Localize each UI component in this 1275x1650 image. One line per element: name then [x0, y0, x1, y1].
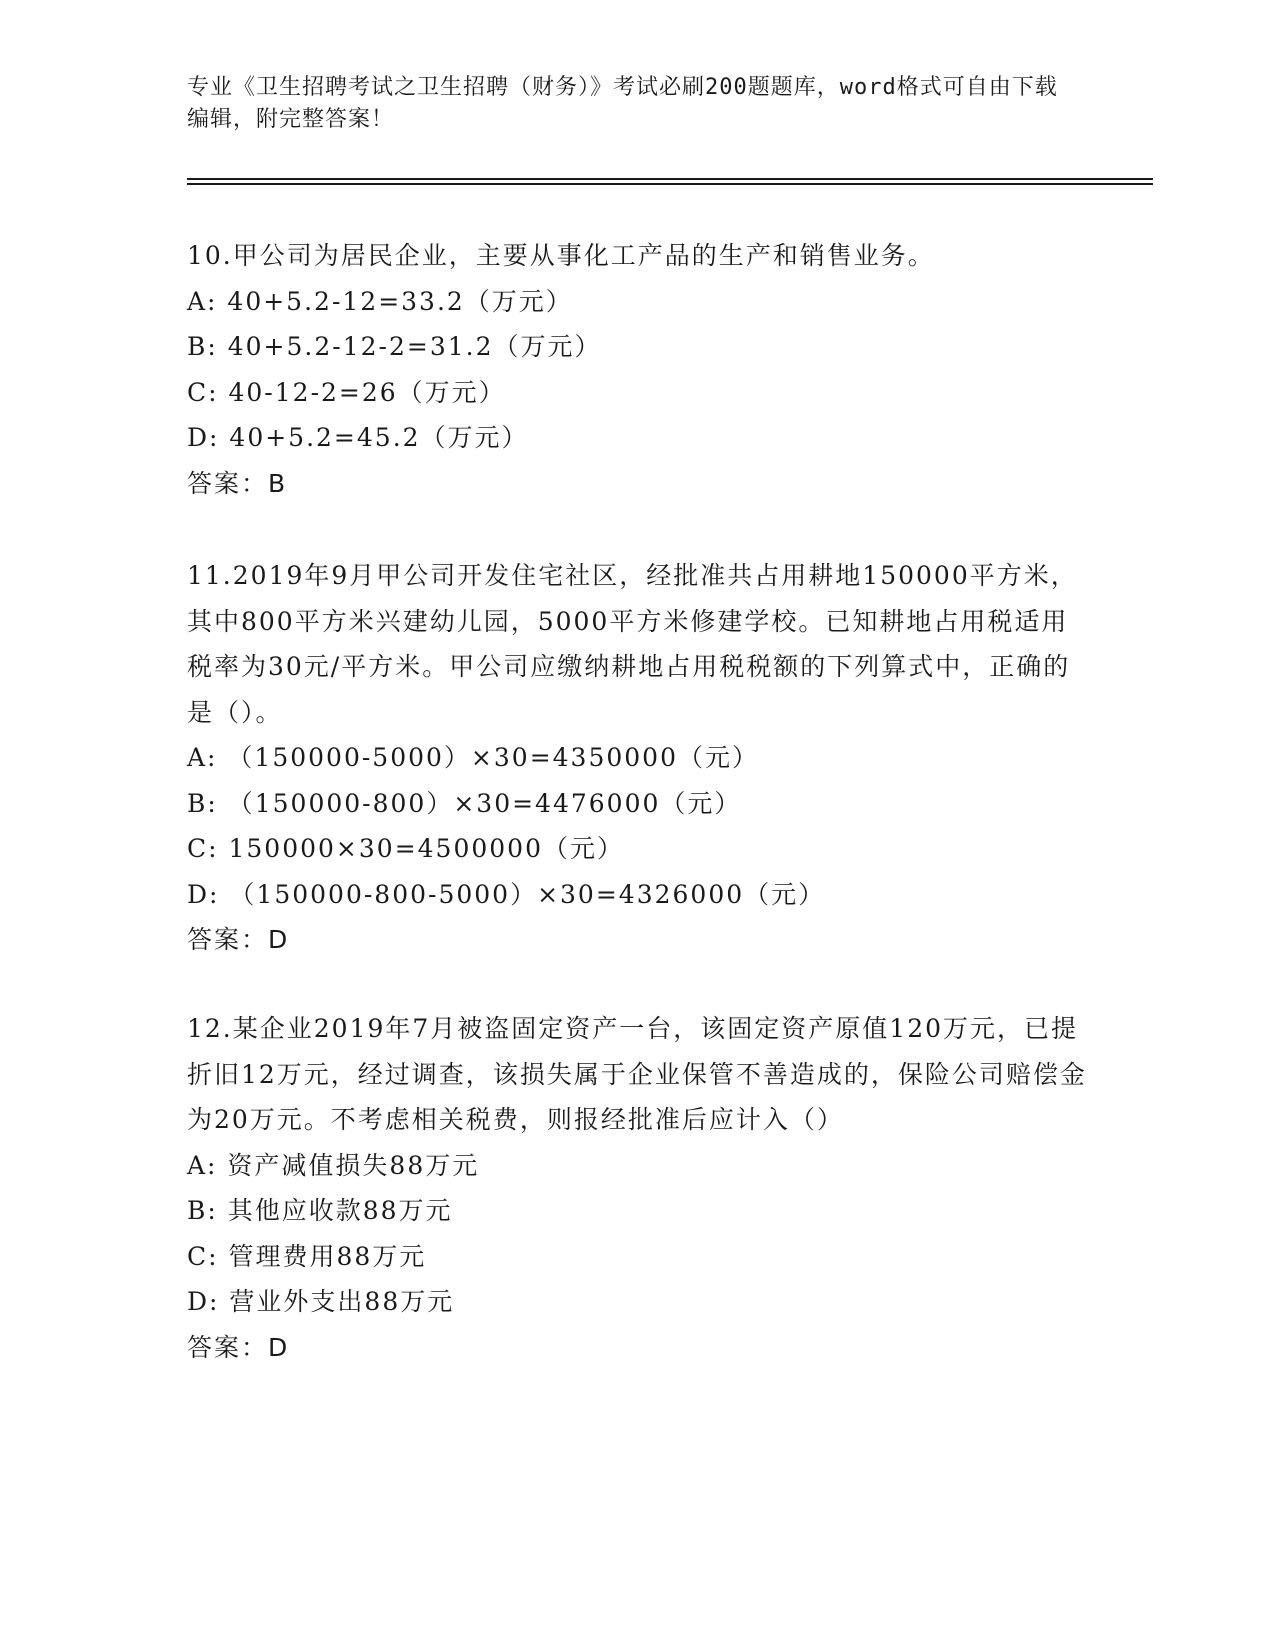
option-a: A: （150000-5000）×30=4350000（元）: [187, 743, 759, 772]
option-b: B: （150000-800）×30=4476000（元）: [187, 788, 742, 818]
answer-line: 答案：D: [187, 925, 290, 954]
question-stem: 11.2019年9月甲公司开发住宅社区，经批准共占用耕地150000平方米，其中800平方米兴建幼儿园，5000平方米修建学校。已知耕地占用税适用税率为30元/平方米。甲公司应缴纳耕地占用税税额的下列算式中，正确的是（）。: [187, 561, 1078, 727]
answer-line: 答案：D: [187, 1332, 290, 1362]
option-d: D: 营业外支出88万元: [187, 1287, 455, 1316]
question-11: [187, 553, 1087, 963]
option-a: A: 资产减值损失88万元: [187, 1150, 480, 1180]
document-header: 专业《卫生招聘考试之卫生招聘（财务）》考试必刷200题题库，word格式可自由下载编辑，附完整答案！: [187, 75, 1058, 132]
question-stem: 12.某企业2019年7月被盗固定资产一台，该固定资产原值120万元，已提折旧12万元，经过调查，该损失属于企业保管不善造成的，保险公司赔偿金为20万元。不考虑相关税费，则报经批准后应计入（）: [187, 1014, 1087, 1134]
option-b: B: 其他应收款88万元: [187, 1196, 453, 1225]
question-12: [187, 1006, 1087, 1370]
option-c: C: 管理费用88万元: [187, 1241, 427, 1271]
option-d: D: （150000-800-5000）×30=4326000（元）: [187, 879, 826, 909]
header-divider-top: [187, 178, 1153, 180]
question-stem: 10.甲公司为居民企业，主要从事化工产品的生产和销售业务。: [187, 241, 935, 270]
option-d: D: 40+5.2=45.2（万元）: [187, 423, 529, 452]
option-b: B: 40+5.2-12-2=31.2（万元）: [187, 332, 602, 361]
answer-line: 答案：B: [187, 468, 288, 498]
option-a: A: 40+5.2-12=33.2（万元）: [187, 286, 573, 316]
header-divider-bottom: [187, 183, 1153, 185]
question-10: [187, 233, 1087, 506]
option-c: C: 150000×30=4500000（元）: [187, 834, 624, 863]
option-c: C: 40-12-2=26（万元）: [187, 377, 506, 407]
